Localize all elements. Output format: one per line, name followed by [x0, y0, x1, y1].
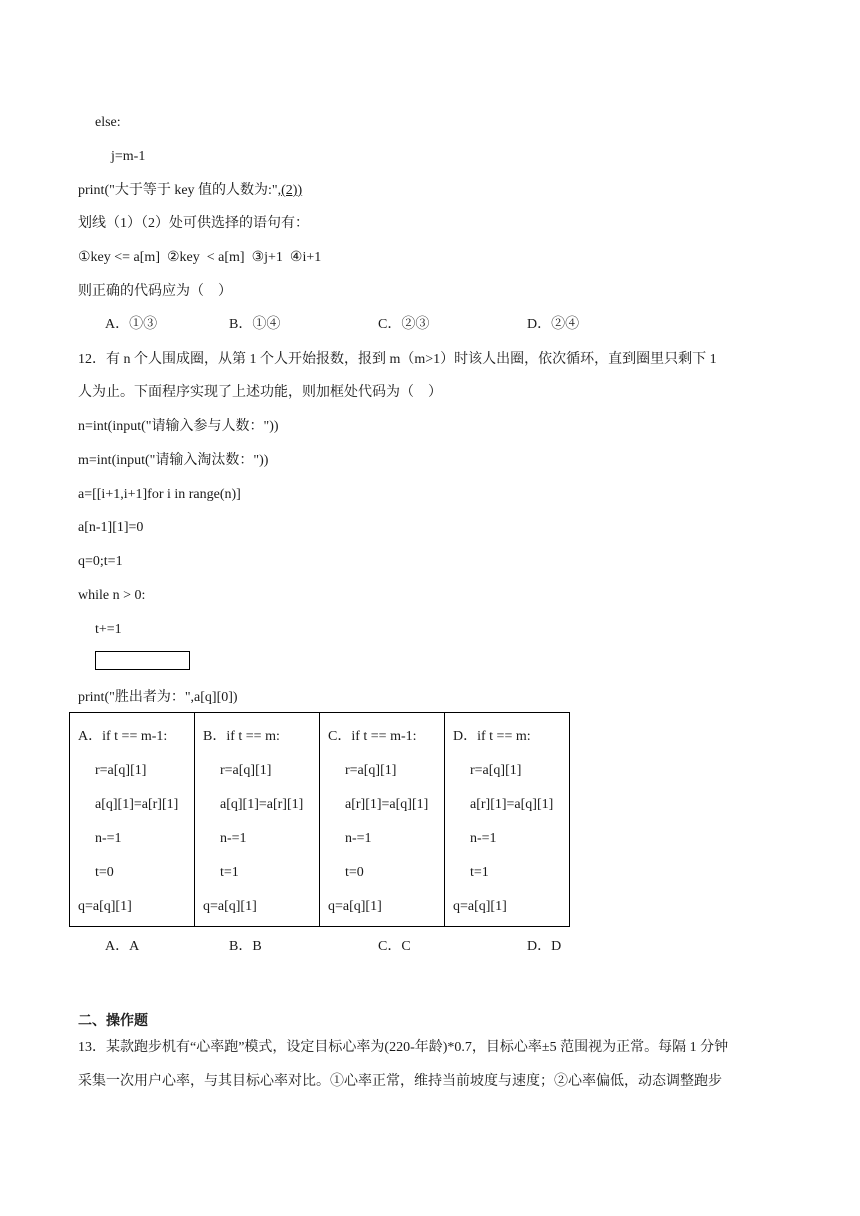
table-cell-d [445, 713, 570, 927]
cell-line: q=a[q][1] [453, 899, 507, 914]
q12-code-line: n=int(input("请输入参与人数：")) [78, 419, 279, 434]
q12-stem-line1: 12．有 n 个人围成圈，从第 1 个人开始报数，报到 m（m>1）时该人出圈，依次循环，直到圈里只剩下 1 [78, 352, 717, 367]
cell-line: n-=1 [95, 831, 122, 846]
cell-line: C．if t == m-1: [328, 729, 417, 744]
cell-line: A．if t == m-1: [78, 729, 168, 744]
q12-option-d[interactable]: D．D [527, 939, 562, 954]
q11-option-b[interactable]: B．①④ [229, 317, 281, 332]
q11-statements: ①key <= a[m] ②key < a[m] ③j+1 ④i+1 [78, 250, 322, 265]
table-cell-a [70, 713, 195, 927]
cell-line: t=0 [95, 865, 114, 880]
code-else: else: [95, 115, 121, 130]
code-j-assign: j=m-1 [111, 149, 146, 164]
table-cell-b [195, 713, 320, 927]
cell-line: n-=1 [345, 831, 372, 846]
q12-code-line: a=[[i+1,i+1]for i in range(n)] [78, 487, 241, 502]
q11-option-c[interactable]: C．②③ [378, 317, 430, 332]
cell-line: a[q][1]=a[r][1] [220, 797, 304, 812]
q12-code-print: print("胜出者为：",a[q][0]) [78, 690, 238, 705]
code-print-count [78, 182, 302, 200]
q12-code-line: while n > 0: [78, 588, 146, 603]
cell-line: q=a[q][1] [328, 899, 382, 914]
cell-line: r=a[q][1] [470, 763, 522, 778]
q12-code-line: m=int(input("请输入淘汰数：")) [78, 453, 269, 468]
cell-line: a[q][1]=a[r][1] [95, 797, 179, 812]
q12-code-line: a[n-1][1]=0 [78, 520, 144, 535]
q11-choice-intro: 划线（1）（2）处可供选择的语句有： [78, 216, 309, 231]
cell-line: r=a[q][1] [220, 763, 272, 778]
q11-prompt: 则正确的代码应为（ ） [78, 284, 232, 299]
cell-line: r=a[q][1] [95, 763, 147, 778]
q11-option-d[interactable]: D．②④ [527, 317, 580, 332]
q12-option-a[interactable]: A．A [105, 939, 140, 954]
q11-option-a[interactable]: A．①③ [105, 317, 158, 332]
cell-line: a[r][1]=a[q][1] [470, 797, 554, 812]
cell-line: D．if t == m: [453, 729, 531, 744]
q12-stem-line2: 人为止。下面程序实现了上述功能，则加框处代码为（ ） [78, 385, 442, 400]
q13-line2: 采集一次用户心率，与其目标心率对比。①心率正常，维持当前坡度与速度；②心率偏低，动态调整跑步 [78, 1074, 722, 1089]
cell-line: q=a[q][1] [78, 899, 132, 914]
q12-option-b[interactable]: B．B [229, 939, 262, 954]
q12-code-line: q=0;t=1 [78, 554, 123, 569]
cell-line: t=0 [345, 865, 364, 880]
table-cell-c [320, 713, 445, 927]
print-suffix: ) [297, 183, 303, 198]
q13-line1: 13．某款跑步机有“心率跑”模式，设定目标心率为(220-年龄)*0.7，目标心率±5 范围视为正常。每隔 1 分钟 [78, 1040, 729, 1055]
cell-line: n-=1 [220, 831, 247, 846]
cell-line: B．if t == m: [203, 729, 280, 744]
q12-option-c[interactable]: C．C [378, 939, 411, 954]
q12-code-t-inc: t+=1 [95, 622, 122, 637]
section-heading: 二、操作题 [78, 1012, 148, 1028]
cell-line: r=a[q][1] [345, 763, 397, 778]
answer-blank-box [95, 651, 190, 670]
q12-options-table [69, 712, 570, 927]
print-prefix: print("大于等于 key 值的人数为:", [78, 183, 282, 198]
cell-line: n-=1 [470, 831, 497, 846]
cell-line: q=a[q][1] [203, 899, 257, 914]
cell-line: a[r][1]=a[q][1] [345, 797, 429, 812]
cell-line: t=1 [220, 865, 239, 880]
print-blank-2: (2) [281, 183, 298, 198]
cell-line: t=1 [470, 865, 489, 880]
